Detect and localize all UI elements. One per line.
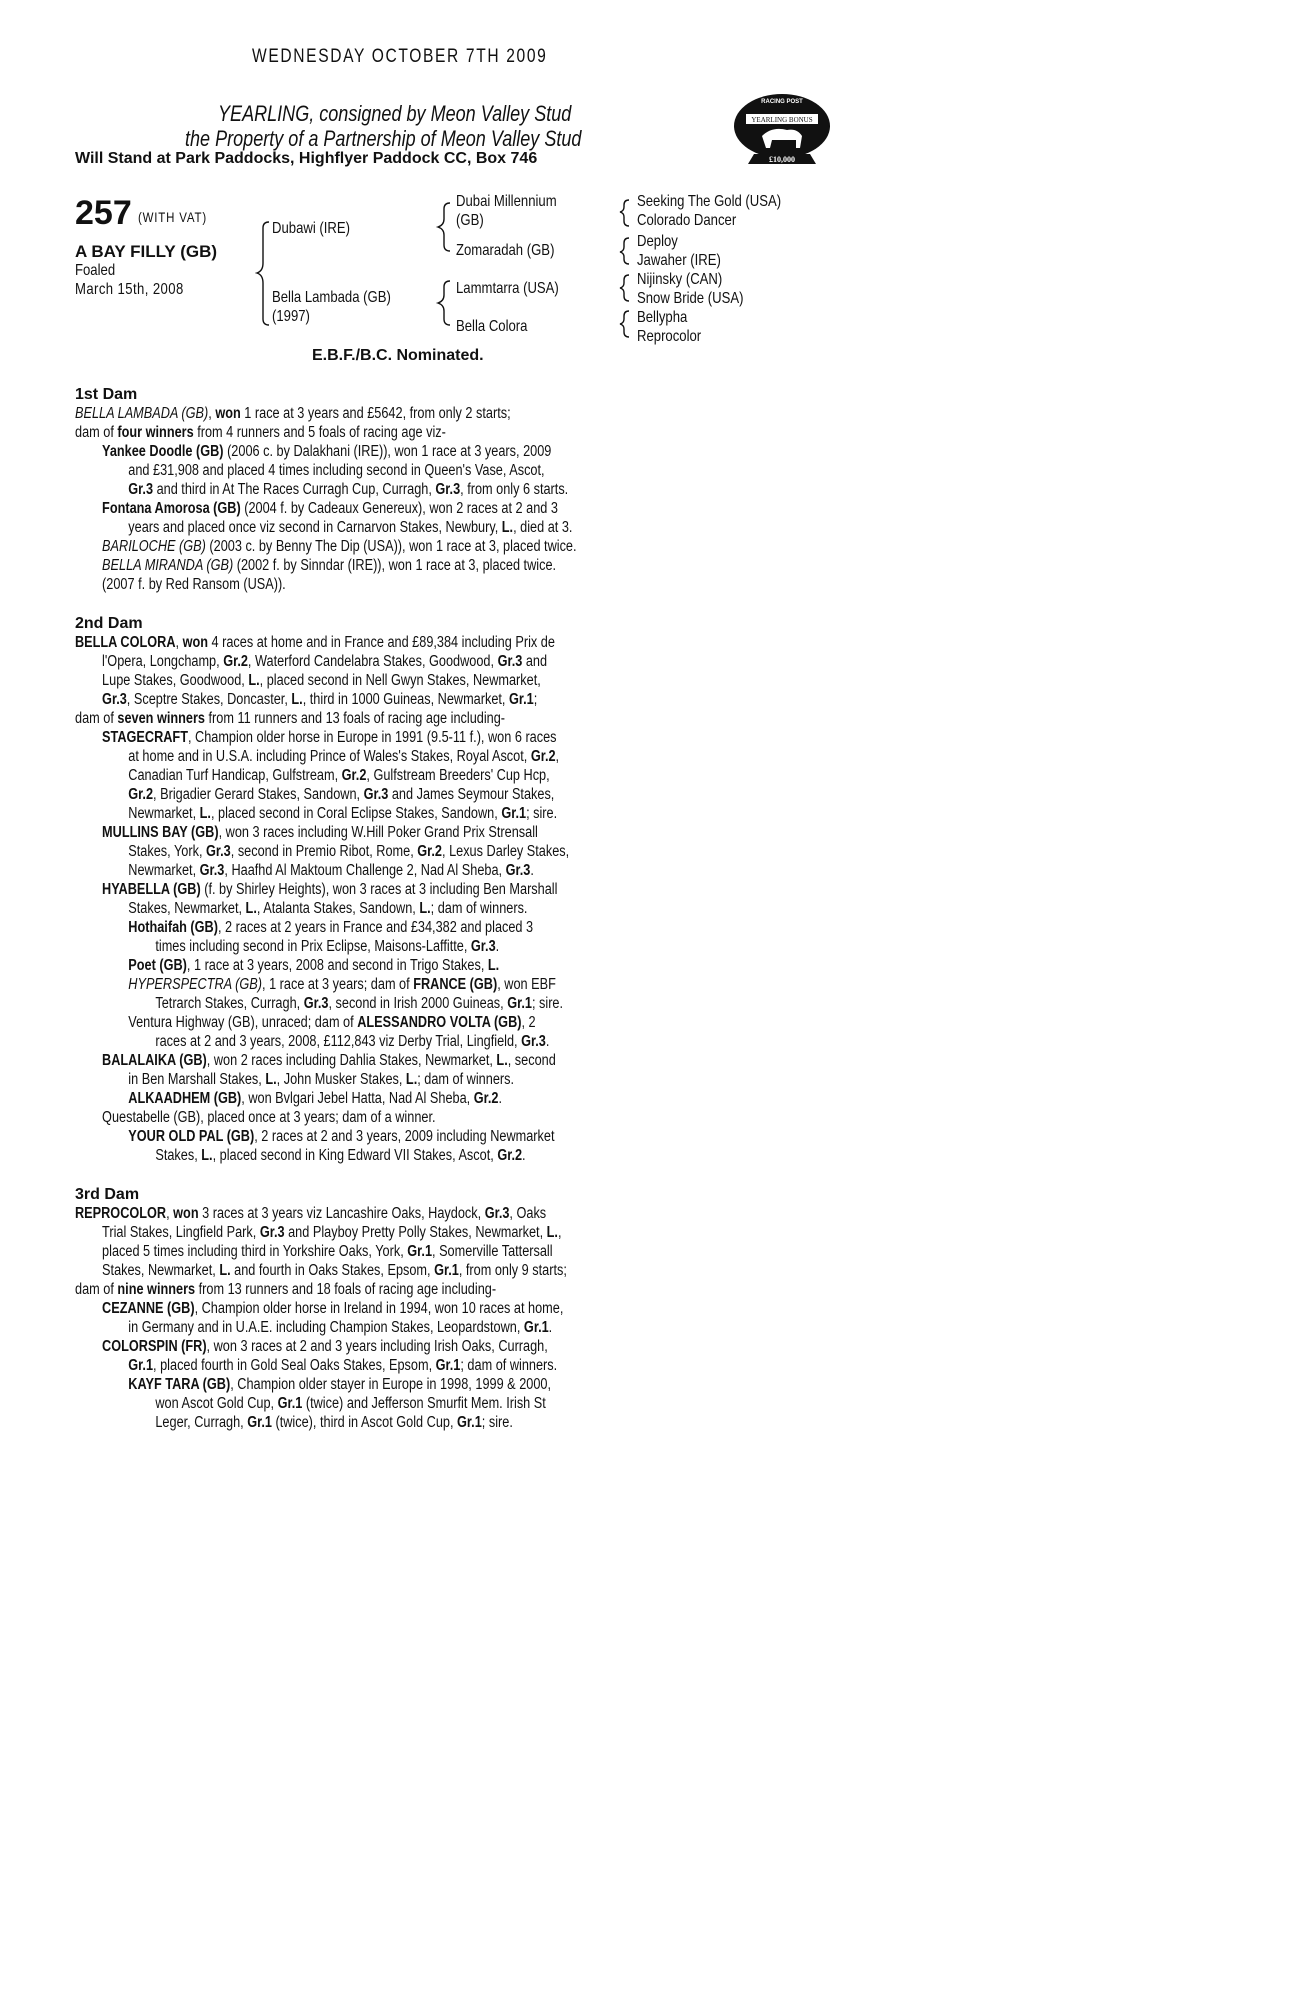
third-dam-line: Leger, Curragh, Gr.1 (twice), third in Ascot Gold Cup, Gr.1; sire. <box>155 1414 513 1431</box>
first-dam-line: BELLA LAMBADA (GB), won 1 race at 3 years and £5642, from only 2 starts; <box>75 405 511 422</box>
second-dam-line: l'Opera, Longchamp, Gr.2, Waterford Candelabra Stakes, Goodwood, Gr.3 and <box>102 653 548 670</box>
first-dam-line: years and placed once viz second in Carnarvon Stakes, Newbury, L., died at 3. <box>128 519 573 536</box>
pedigree-sire-dam: Zomaradah (GB) <box>456 242 555 259</box>
pedigree-sire-sire: Dubai Millennium <box>456 193 557 210</box>
first-dam-line: dam of four winners from 4 runners and 5 foals of racing age viz- <box>75 424 446 441</box>
second-dam-line: Gr.3, Sceptre Stakes, Doncaster, L., third in 1000 Guineas, Newmarket, Gr.1; <box>102 691 538 708</box>
pedigree-sss: Seeking The Gold (USA) <box>637 193 782 210</box>
first-dam-line: (2007 f. by Red Ransom (USA)). <box>102 576 286 593</box>
second-dam-line: Lupe Stakes, Goodwood, L., placed second in Nell Gwyn Stakes, Newmarket, <box>102 672 541 689</box>
stand-location: Will Stand at Park Paddocks, Highflyer Paddock CC, Box 746 <box>75 150 538 167</box>
svg-text:RACING POST: RACING POST <box>761 99 803 105</box>
pedigree-sds: Deploy <box>637 233 678 250</box>
second-dam-line: times including second in Prix Eclipse, Maisons-Laffitte, Gr.3. <box>155 938 500 955</box>
second-dam-line: STAGECRAFT, Champion older horse in Europe in 1991 (9.5-11 f.), won 6 races <box>102 729 557 746</box>
pedigree-dam-sire: Lammtarra (USA) <box>456 280 559 297</box>
second-dam-line: Gr.2, Brigadier Gerard Stakes, Sandown, Gr.3 and James Seymour Stakes, <box>128 786 555 803</box>
pedigree-dam: Bella Lambada (GB) <box>272 289 391 306</box>
first-dam-line: Fontana Amorosa (GB) (2004 f. by Cadeaux Genereux), won 2 races at 2 and 3 <box>102 500 558 517</box>
pedigree-dam-dam: Bella Colora <box>456 318 528 335</box>
vat-note: (WITH VAT) <box>138 209 207 225</box>
third-dam-line: CEZANNE (GB), Champion older horse in Ireland in 1994, won 10 races at home, <box>102 1300 564 1317</box>
sale-date: WEDNESDAY OCTOBER 7TH 2009 <box>252 46 548 67</box>
property-line: the Property of a Partnership of Meon Valley Stud <box>185 126 582 151</box>
second-dam-line: Tetrarch Stakes, Curragh, Gr.3, second in Irish 2000 Guineas, Gr.1; sire. <box>155 995 564 1012</box>
third-dam-line: KAYF TARA (GB), Champion older stayer in Europe in 1998, 1999 & 2000, <box>128 1376 551 1393</box>
first-dam-heading: 1st Dam <box>75 386 138 403</box>
third-dam-line: REPROCOLOR, won 3 races at 3 years viz Lancashire Oaks, Haydock, Gr.3, Oaks <box>75 1205 547 1222</box>
foaled-date: March 15th, 2008 <box>75 281 184 298</box>
second-dam-line: Ventura Highway (GB), unraced; dam of ALESSANDRO VOLTA (GB), 2 <box>128 1014 536 1031</box>
second-dam-line: Newmarket, L., placed second in Coral Eclipse Stakes, Sandown, Gr.1; sire. <box>128 805 558 822</box>
third-dam-line: Trial Stakes, Lingfield Park, Gr.3 and Playboy Pretty Polly Stakes, Newmarket, L., <box>102 1224 562 1241</box>
third-dam-line: COLORSPIN (FR), won 3 races at 2 and 3 years including Irish Oaks, Curragh, <box>102 1338 548 1355</box>
consignor-line: YEARLING, consigned by Meon Valley Stud <box>218 101 572 126</box>
first-dam-line: BARILOCHE (GB) (2003 c. by Benny The Dip (USA)), won 1 race at 3, placed twice. <box>102 538 577 555</box>
second-dam-line: Newmarket, Gr.3, Haafhd Al Maktoum Challenge 2, Nad Al Sheba, Gr.3. <box>128 862 534 879</box>
catalogue-body <box>75 385 775 1432</box>
third-dam-line: won Ascot Gold Cup, Gr.1 (twice) and Jefferson Smurfit Mem. Irish St <box>155 1395 546 1412</box>
racing-post-bonus-logo <box>732 92 832 168</box>
second-dam-line: dam of seven winners from 11 runners and 13 foals of racing age including- <box>75 710 506 727</box>
third-dam-line: Gr.1, placed fourth in Gold Seal Oaks Stakes, Epsom, Gr.1; dam of winners. <box>128 1357 558 1374</box>
second-dam-line: Hothaifah (GB), 2 races at 2 years in France and £34,382 and placed 3 <box>128 919 534 936</box>
foaled-label: Foaled <box>75 262 116 279</box>
pedigree-dsd: Snow Bride (USA) <box>637 290 744 307</box>
horse-name: A BAY FILLY (GB) <box>75 242 218 261</box>
second-dam-line: MULLINS BAY (GB), won 3 races including W.Hill Poker Grand Prix Strensall <box>102 824 538 841</box>
nomination-note: E.B.F./B.C. Nominated. <box>312 347 484 364</box>
second-dam-line: Canadian Turf Handicap, Gulfstream, Gr.2, Gulfstream Breeders' Cup Hcp, <box>128 767 550 784</box>
third-dam-line: dam of nine winners from 13 runners and 18 foals of racing age including- <box>75 1281 497 1298</box>
pedigree-ddd: Reprocolor <box>637 328 702 345</box>
second-dam-line: races at 2 and 3 years, 2008, £112,843 viz Derby Trial, Lingfield, Gr.3. <box>155 1033 550 1050</box>
pedigree-sdd: Jawaher (IRE) <box>637 252 721 269</box>
second-dam-line: Poet (GB), 1 race at 3 years, 2008 and second in Trigo Stakes, L. <box>128 957 500 974</box>
second-dam-line: Stakes, Newmarket, L., Atalanta Stakes, Sandown, L.; dam of winners. <box>128 900 528 917</box>
first-dam-line: and £31,908 and placed 4 times including second in Queen's Vase, Ascot, <box>128 462 545 479</box>
pedigree-dds: Bellypha <box>637 309 688 326</box>
third-dam-line: placed 5 times including third in Yorkshire Oaks, York, Gr.1, Somerville Tattersall <box>102 1243 553 1260</box>
second-dam-line: in Ben Marshall Stakes, L., John Musker Stakes, L.; dam of winners. <box>128 1071 515 1088</box>
first-dam-line: Gr.3 and third in At The Races Curragh Cup, Curragh, Gr.3, from only 6 starts. <box>128 481 569 498</box>
second-dam-heading: 2nd Dam <box>75 615 143 632</box>
second-dam-line: ALKAADHEM (GB), won Bvlgari Jebel Hatta, Nad Al Sheba, Gr.2. <box>128 1090 502 1107</box>
pedigree-sire: Dubawi (IRE) <box>272 220 351 237</box>
third-dam-heading: 3rd Dam <box>75 1186 140 1203</box>
second-dam-line: YOUR OLD PAL (GB), 2 races at 2 and 3 years, 2009 including Newmarket <box>128 1128 555 1145</box>
svg-text:£10,000: £10,000 <box>769 155 795 164</box>
second-dam-line: Stakes, York, Gr.3, second in Premio Ribot, Rome, Gr.2, Lexus Darley Stakes, <box>128 843 570 860</box>
pedigree-dss: Nijinsky (CAN) <box>637 271 723 288</box>
second-dam-line: BELLA COLORA, won 4 races at home and in France and £89,384 including Prix de <box>75 634 555 651</box>
pedigree-dam-year: (1997) <box>272 308 310 325</box>
third-dam-line: Stakes, Newmarket, L. and fourth in Oaks Stakes, Epsom, Gr.1, from only 9 starts; <box>102 1262 567 1279</box>
second-dam-line: HYABELLA (GB) (f. by Shirley Heights), won 3 races at 3 including Ben Marshall <box>102 881 558 898</box>
first-dam-line: BELLA MIRANDA (GB) (2002 f. by Sinndar (IRE)), won 1 race at 3, placed twice. <box>102 557 557 574</box>
lot-number: 257 <box>75 194 132 232</box>
pedigree-sire-sire-suffix: (GB) <box>456 212 484 229</box>
svg-text:YEARLING BONUS: YEARLING BONUS <box>751 116 813 124</box>
pedigree-brackets <box>255 195 875 345</box>
second-dam-line: HYPERSPECTRA (GB), 1 race at 3 years; dam of FRANCE (GB), won EBF <box>128 976 556 993</box>
second-dam-line: Questabelle (GB), placed once at 3 years; dam of a winner. <box>102 1109 436 1126</box>
third-dam-line: in Germany and in U.A.E. including Champion Stakes, Leopardstown, Gr.1. <box>128 1319 553 1336</box>
second-dam-line: BALALAIKA (GB), won 2 races including Dahlia Stakes, Newmarket, L., second <box>102 1052 556 1069</box>
first-dam-line: Yankee Doodle (GB) (2006 c. by Dalakhani (IRE)), won 1 race at 3 years, 2009 <box>102 443 552 460</box>
second-dam-line: at home and in U.S.A. including Prince of Wales's Stakes, Royal Ascot, Gr.2, <box>128 748 560 765</box>
pedigree-ssd: Colorado Dancer <box>637 212 737 229</box>
second-dam-line: Stakes, L., placed second in King Edward VII Stakes, Ascot, Gr.2. <box>155 1147 526 1164</box>
